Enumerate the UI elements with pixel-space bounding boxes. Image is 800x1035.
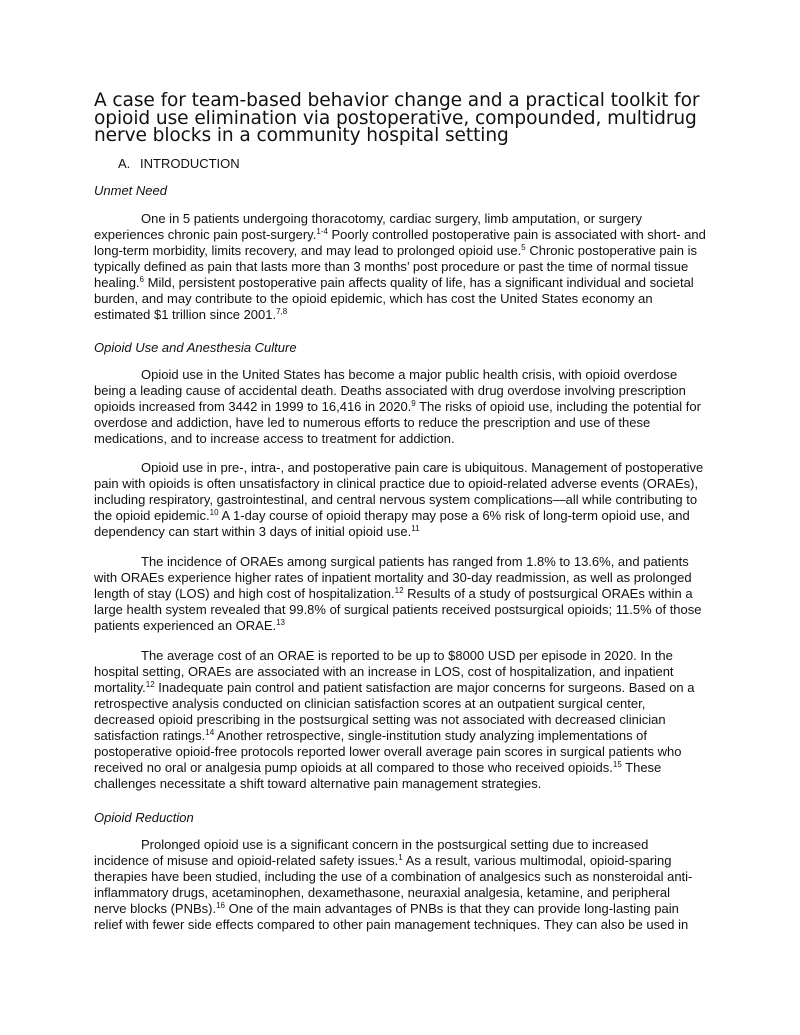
citation: 15	[612, 760, 622, 769]
citation: 1	[398, 853, 403, 862]
citation: 1-4	[316, 227, 328, 236]
citation: 10	[209, 508, 219, 517]
paragraph-orae-cost: The average cost of an ORAE is reported to be up to $8000 USD per episode in 2020. In the hospital setting, ORAEs are associated with an increase in LOS, cost of hospitalization, and inpatient mortality.$^{12}$ Inadequate pain control and patient satisfaction are major concerns for surgeons. Based on a retrospective analysis conducted on clinician satisfaction scores at an outpatient surgical center, decreased opioid prescribing in the postsurgical setting was not associated with decreased clinician satisfaction ratings.$^{14}$ Another retrospective, single-institution study analyzing implementations of postoperative opioid-free protocols reported lower overall average pain scores in surgical patients who received no oral or analgesia pump opioids at all compared to those who received opioids.$^{15}$ These challenges necessitate a shift toward alternative pain management strategies.	[94, 648, 695, 791]
section-number: A.	[118, 156, 131, 171]
subheading-opioid-reduction: Opioid Reduction	[94, 810, 194, 825]
paper-title: A case for team-based behavior change and a practical toolkit for opioid use elimination via postoperative, compounded, multidrug nerve blocks in a community hospital setting	[94, 90, 700, 146]
citation: 12	[145, 680, 155, 689]
paragraph-opioid-reduction: Prolonged opioid use is a significant concern in the postsurgical setting due to increased incidence of misuse and opioid-related safety issues.$^1$ As a result, various multimodal, opioid-sparing therapies have been studied, including the use of a combination of analgesics such as nonsteroidal anti-inflammatory drugs, acetaminophen, dexamethasone, neuraxial analgesia, ketamine, and peripheral nerve blocks (PNBs).$^{16}$ One of the main advantages of PNBs is that they can provide long-lasting pain relief with fewer side effects compared to other pain management techniques. They can also be used in	[94, 837, 693, 932]
citation: 14	[205, 728, 215, 737]
paragraph-unmet-need: One in 5 patients undergoing thoracotomy, cardiac surgery, limb amputation, or surgery experiences chronic pain post-surgery.$^{1-4}$ Poorly controlled postoperative pain is associated with short- and long-term morbidity, limits recovery, and may lead to prolonged opioid use.$^5$ Chronic postoperative pain is typically defined as pain that lasts more than 3 months’ post procedure or past the time of normal tissue healing.$^6$ Mild, persistent postoperative pain affects quality of life, has a significant individual and societal burden, and may contribute to the opioid epidemic, which has cost the United States economy an estimated $1 trillion since 2001.$^{7,8}$	[94, 211, 706, 322]
section-title: INTRODUCTION	[140, 156, 240, 171]
paragraph-opioid-crisis: Opioid use in the United States has become a major public health crisis, with opioid overdose being a leading cause of accidental death. Deaths associated with drug overdose involving prescription opioids increased from 3442 in 1999 to 16,416 in 2020.$^9$ The risks of opioid use, including the potential for overdose and addiction, have led to numerous efforts to reduce the prescription and use of these medications, and to increase access to treatment for addiction.	[94, 367, 701, 446]
subheading-opioid-use: Opioid Use and Anesthesia Culture	[94, 340, 297, 355]
citation: 5	[521, 243, 526, 252]
paragraph-perioperative-opioids: Opioid use in pre-, intra-, and postoperative pain care is ubiquitous. Management of postoperative pain with opioids is often unsatisfactory in clinical practice due to opioid-related adverse events (ORAEs), including respiratory, gastrointestinal, and central nervous system complications—all while contributing to the opioid epidemic.$^{10}$ A 1-day course of opioid therapy may pose a 6% risk of long-term opioid use, and dependency can start within 3 days of initial opioid use.$^{11}$	[94, 460, 704, 539]
citation: 6	[139, 275, 144, 284]
section-heading	[118, 156, 240, 171]
citation: 13	[276, 618, 286, 627]
citation: 12	[394, 586, 404, 595]
citation: 16	[216, 901, 225, 910]
subheading-unmet-need: Unmet Need	[94, 183, 167, 198]
citation: 7,8	[276, 307, 288, 316]
paragraph-orae-incidence: The incidence of ORAEs among surgical patients has ranged from 1.8% to 13.6%, and patients with ORAEs experience higher rates of inpatient mortality and 30-day readmission, as well as prolonged length of stay (LOS) and high cost of hospitalization.$^{12}$ Results of a study of postsurgical ORAEs within a large health system revealed that 99.8% of surgical patients received postsurgical opioids; 11.5% of those patients experienced an ORAE.$^{13}$	[94, 554, 702, 633]
citation: 9	[411, 399, 416, 408]
citation: 11	[411, 524, 420, 533]
